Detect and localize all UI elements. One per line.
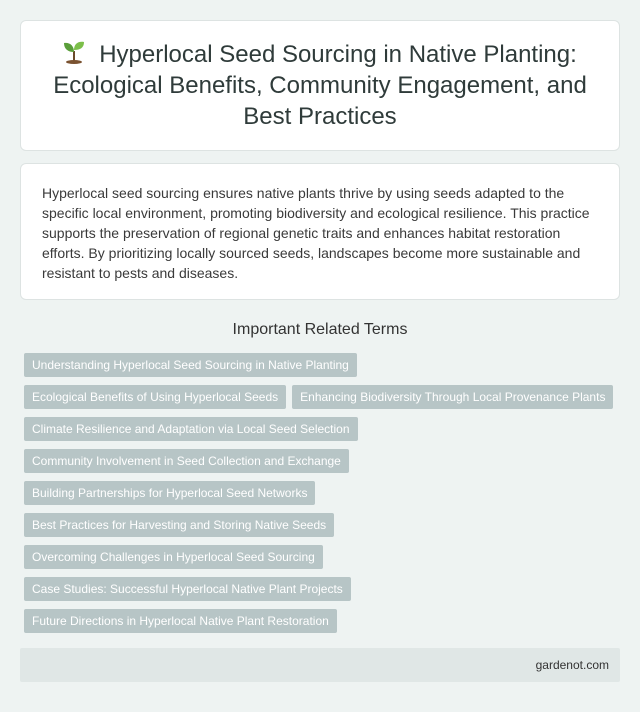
intro-card <box>20 163 620 300</box>
tag-row <box>24 545 620 569</box>
related-term-tag[interactable]: Community Involvement in Seed Collection and Exchange <box>24 449 349 473</box>
seedling-icon <box>63 40 85 64</box>
tag-row <box>24 449 620 473</box>
related-term-tag[interactable]: Overcoming Challenges in Hyperlocal Seed Sourcing <box>24 545 323 569</box>
tag-row <box>24 513 620 537</box>
related-term-tag[interactable]: Future Directions in Hyperlocal Native Plant Restoration <box>24 609 337 633</box>
tag-row <box>24 417 620 441</box>
footer-site-link[interactable]: gardenot.com <box>535 658 609 672</box>
footer <box>20 648 620 682</box>
tag-row <box>24 481 620 505</box>
title-card <box>20 20 620 151</box>
related-term-tag[interactable]: Best Practices for Harvesting and Storing Native Seeds <box>24 513 334 537</box>
related-terms-list <box>20 353 620 641</box>
related-term-tag[interactable]: Climate Resilience and Adaptation via Local Seed Selection <box>24 417 358 441</box>
page-title-text: Hyperlocal Seed Sourcing in Native Planting: Ecological Benefits, Community Engagement, and Best Practices <box>53 41 587 130</box>
tag-row <box>24 353 620 377</box>
tag-row <box>24 385 620 409</box>
related-term-tag[interactable]: Case Studies: Successful Hyperlocal Native Plant Projects <box>24 577 351 601</box>
related-term-tag[interactable]: Building Partnerships for Hyperlocal Seed Networks <box>24 481 315 505</box>
related-term-tag[interactable]: Understanding Hyperlocal Seed Sourcing in Native Planting <box>24 353 357 377</box>
intro-text: Hyperlocal seed sourcing ensures native plants thrive by using seeds adapted to the specific local environment, promoting biodiversity and ecological resilience. This practice supports the preservation of regional genetic traits and enhances habitat restoration efforts. By prioritizing locally sourced seeds, landscapes become more sustainable and resistant to pests and diseases. <box>42 185 590 281</box>
related-terms-heading: Important Related Terms <box>232 321 408 338</box>
tag-row <box>24 577 620 601</box>
tag-row <box>24 609 620 633</box>
page-title <box>51 39 589 132</box>
related-term-tag[interactable]: Ecological Benefits of Using Hyperlocal Seeds <box>24 385 286 409</box>
related-term-tag[interactable]: Enhancing Biodiversity Through Local Provenance Plants <box>292 385 613 409</box>
